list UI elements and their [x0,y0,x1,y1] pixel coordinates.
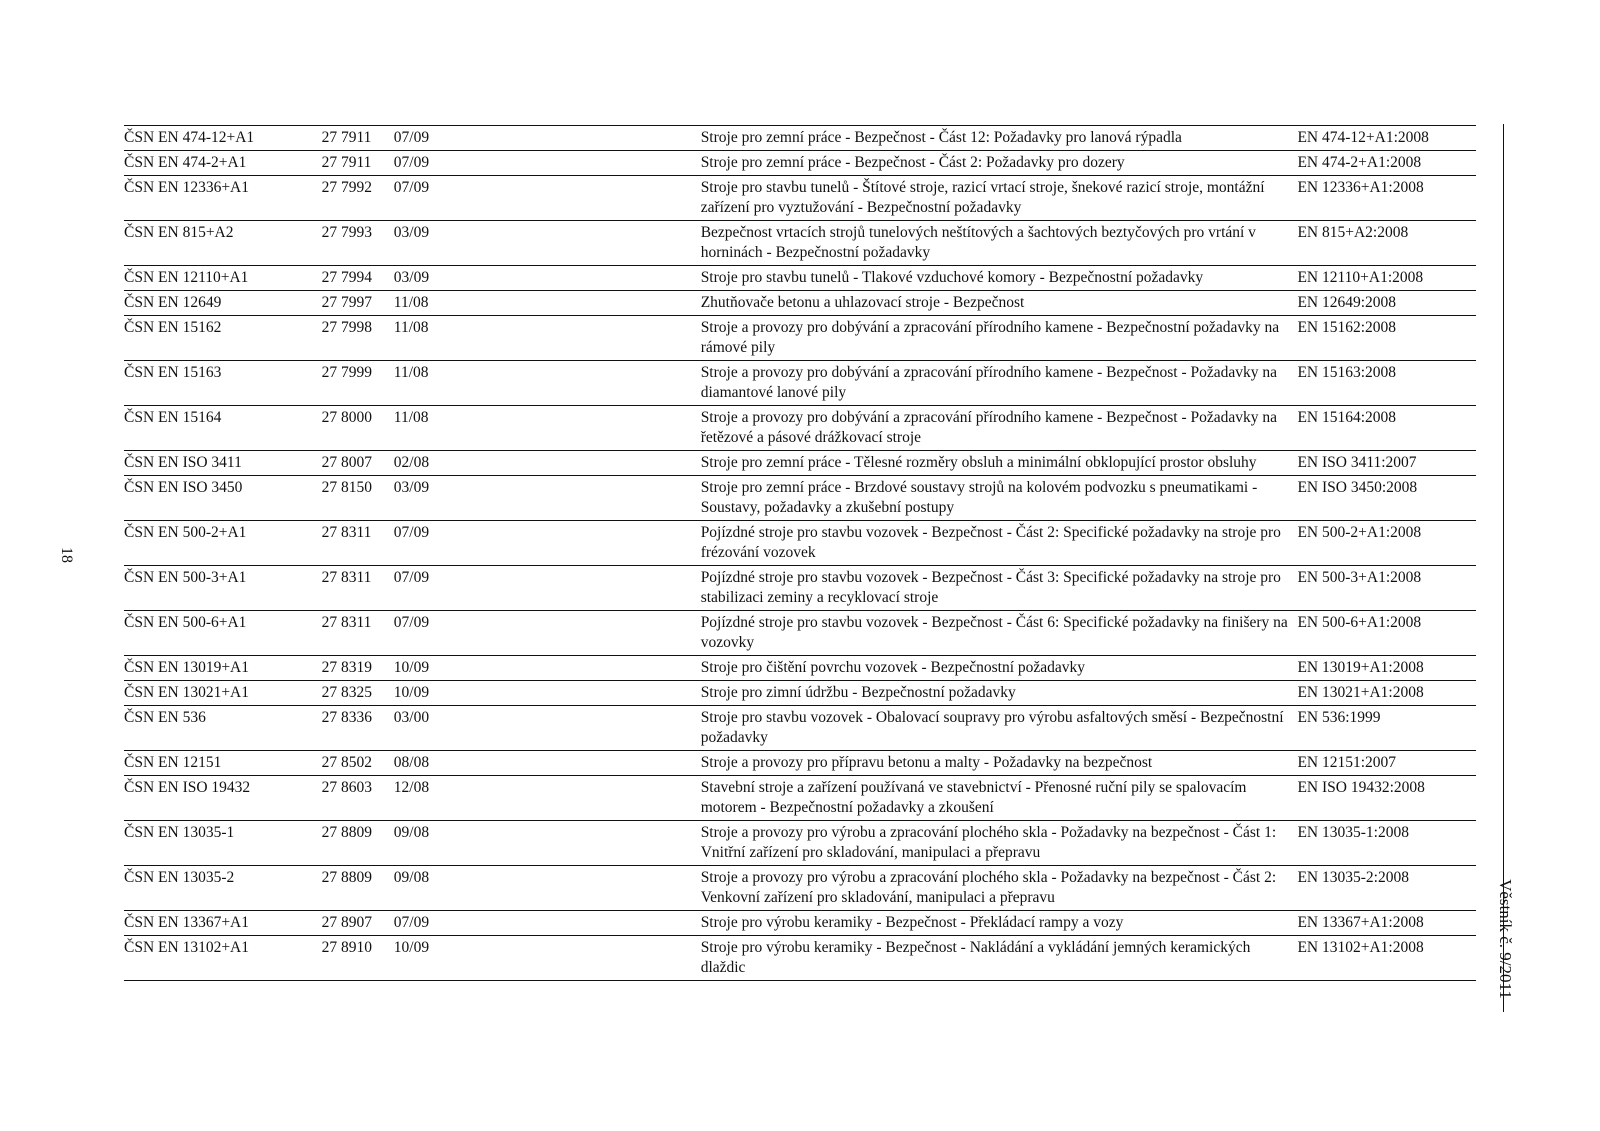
class-mark-cell: 27 8311 [322,566,394,611]
issue-date-cell: 07/09 [394,611,701,656]
standard-code-cell: ČSN EN 474-12+A1 [124,126,322,151]
en-reference-cell: EN 474-2+A1:2008 [1297,151,1476,176]
standard-code-cell: ČSN EN ISO 3411 [124,451,322,476]
standard-code-cell: ČSN EN 13019+A1 [124,656,322,681]
standards-table-body [124,126,1476,981]
class-mark-cell: 27 8319 [322,656,394,681]
class-mark-cell: 27 8311 [322,521,394,566]
issue-date-cell: 03/09 [394,266,701,291]
standard-code-cell: ČSN EN 12336+A1 [124,176,322,221]
class-mark-cell: 27 8809 [322,821,394,866]
en-reference-cell: EN ISO 3450:2008 [1297,476,1476,521]
issue-date-cell: 07/09 [394,566,701,611]
class-mark-cell: 27 7911 [322,126,394,151]
table-row [124,521,1476,566]
table-row [124,266,1476,291]
en-reference-cell: EN 15164:2008 [1297,406,1476,451]
issue-date-cell: 10/09 [394,656,701,681]
standard-code-cell: ČSN EN ISO 3450 [124,476,322,521]
issue-date-cell: 03/09 [394,476,701,521]
standard-title-cell: Stroje pro zimní údržbu - Bezpečnostní požadavky [701,681,1298,706]
table-row [124,821,1476,866]
class-mark-cell: 27 7997 [322,291,394,316]
page-number: 18 [58,547,75,563]
standard-code-cell: ČSN EN 13035-2 [124,866,322,911]
en-reference-cell: EN 12110+A1:2008 [1297,266,1476,291]
standard-title-cell: Bezpečnost vrtacích strojů tunelových neštítových a šachtových beztyčových pro vrtání v horninách - Bezpečnostní požadavky [701,221,1298,266]
en-reference-cell: EN 12649:2008 [1297,291,1476,316]
en-reference-cell: EN 12336+A1:2008 [1297,176,1476,221]
issue-date-cell: 07/09 [394,911,701,936]
en-reference-cell: EN 13367+A1:2008 [1297,911,1476,936]
class-mark-cell: 27 8150 [322,476,394,521]
table-row [124,316,1476,361]
standard-title-cell: Stroje a provozy pro výrobu a zpracování plochého skla - Požadavky na bezpečnost - Část 1: Vnitřní zařízení pro skladování, manipulaci a přepravu [701,821,1298,866]
table-row [124,406,1476,451]
issue-date-cell: 03/00 [394,706,701,751]
class-mark-cell: 27 8907 [322,911,394,936]
issue-date-cell: 07/09 [394,521,701,566]
standard-code-cell: ČSN EN 500-6+A1 [124,611,322,656]
class-mark-cell: 27 8311 [322,611,394,656]
class-mark-cell: 27 8603 [322,776,394,821]
class-mark-cell: 27 8910 [322,936,394,981]
en-reference-cell: EN 13035-2:2008 [1297,866,1476,911]
standard-code-cell: ČSN EN 500-3+A1 [124,566,322,611]
standard-title-cell: Stroje pro zemní práce - Tělesné rozměry obsluh a minimální obklopující prostor obsluhy [701,451,1298,476]
table-row [124,866,1476,911]
table-row [124,176,1476,221]
en-reference-cell: EN 12151:2007 [1297,751,1476,776]
class-mark-cell: 27 7993 [322,221,394,266]
table-row [124,221,1476,266]
standard-code-cell: ČSN EN 815+A2 [124,221,322,266]
en-reference-cell: EN 500-3+A1:2008 [1297,566,1476,611]
standard-title-cell: Pojízdné stroje pro stavbu vozovek - Bezpečnost - Část 2: Specifické požadavky na stroje pro frézování vozovek [701,521,1298,566]
en-reference-cell: EN 15162:2008 [1297,316,1476,361]
en-reference-cell: EN ISO 3411:2007 [1297,451,1476,476]
table-row [124,126,1476,151]
standard-title-cell: Stroje pro stavbu tunelů - Štítové stroje, razicí vrtací stroje, šnekové razicí stroje, montážní zařízení pro vyztužování - Bezpečnostní požadavky [701,176,1298,221]
standard-title-cell: Stroje pro zemní práce - Bezpečnost - Část 2: Požadavky pro dozery [701,151,1298,176]
en-reference-cell: EN ISO 19432:2008 [1297,776,1476,821]
standard-title-cell: Stroje a provozy pro dobývání a zpracování přírodního kamene - Bezpečnost - Požadavky na diamantové lanové pily [701,361,1298,406]
standard-title-cell: Stroje pro výrobu keramiky - Bezpečnost - Překládací rampy a vozy [701,911,1298,936]
standard-title-cell: Stroje a provozy pro výrobu a zpracování plochého skla - Požadavky na bezpečnost - Část 2: Venkovní zařízení pro skladování, manipulaci a přepravu [701,866,1298,911]
table-row [124,291,1476,316]
class-mark-cell: 27 8809 [322,866,394,911]
standard-title-cell: Stroje pro zemní práce - Bezpečnost - Část 12: Požadavky pro lanová rýpadla [701,126,1298,151]
standard-code-cell: ČSN EN 13102+A1 [124,936,322,981]
table-row [124,681,1476,706]
class-mark-cell: 27 8325 [322,681,394,706]
class-mark-cell: 27 8000 [322,406,394,451]
standard-title-cell: Stroje pro výrobu keramiky - Bezpečnost - Nakládání a vykládání jemných keramických dlaždic [701,936,1298,981]
issue-date-cell: 09/08 [394,821,701,866]
standard-title-cell: Stroje pro stavbu tunelů - Tlakové vzduchové komory - Bezpečnostní požadavky [701,266,1298,291]
issue-date-cell: 09/08 [394,866,701,911]
standard-code-cell: ČSN EN 13021+A1 [124,681,322,706]
standard-title-cell: Stroje pro stavbu vozovek - Obalovací soupravy pro výrobu asfaltových směsí - Bezpečnostní požadavky [701,706,1298,751]
standard-title-cell: Stroje a provozy pro dobývání a zpracování přírodního kamene - Bezpečnost - Požadavky na řetězové a pásové drážkovací stroje [701,406,1298,451]
standard-title-cell: Stroje pro čištění povrchu vozovek - Bezpečnostní požadavky [701,656,1298,681]
class-mark-cell: 27 8502 [322,751,394,776]
issue-date-cell: 07/09 [394,151,701,176]
issue-date-cell: 11/08 [394,316,701,361]
en-reference-cell: EN 474-12+A1:2008 [1297,126,1476,151]
class-mark-cell: 27 7998 [322,316,394,361]
issue-date-cell: 02/08 [394,451,701,476]
issue-date-cell: 11/08 [394,361,701,406]
en-reference-cell: EN 13021+A1:2008 [1297,681,1476,706]
class-mark-cell: 27 7911 [322,151,394,176]
table-row [124,566,1476,611]
standard-code-cell: ČSN EN 536 [124,706,322,751]
table-row [124,361,1476,406]
table-row [124,911,1476,936]
standard-title-cell: Pojízdné stroje pro stavbu vozovek - Bezpečnost - Část 6: Specifické požadavky na finišery na vozovky [701,611,1298,656]
issue-date-cell: 11/08 [394,406,701,451]
standard-title-cell: Stroje a provozy pro přípravu betonu a malty - Požadavky na bezpečnost [701,751,1298,776]
standard-code-cell: ČSN EN 15163 [124,361,322,406]
standard-title-cell: Zhutňovače betonu a uhlazovací stroje - Bezpečnost [701,291,1298,316]
class-mark-cell: 27 8007 [322,451,394,476]
en-reference-cell: EN 536:1999 [1297,706,1476,751]
standards-table [124,125,1476,981]
table-row [124,751,1476,776]
standard-title-cell: Stroje pro zemní práce - Brzdové soustavy strojů na kolovém podvozku s pneumatikami - Soustavy, požadavky a zkušební postupy [701,476,1298,521]
standard-title-cell: Stavební stroje a zařízení používaná ve stavebnictví - Přenosné ruční pily se spalovacím motorem - Bezpečnostní požadavky a zkoušení [701,776,1298,821]
issue-date-cell: 08/08 [394,751,701,776]
standard-title-cell: Pojízdné stroje pro stavbu vozovek - Bezpečnost - Část 3: Specifické požadavky na stroje pro stabilizaci zeminy a recyklovací stroje [701,566,1298,611]
en-reference-cell: EN 13035-1:2008 [1297,821,1476,866]
en-reference-cell: EN 13102+A1:2008 [1297,936,1476,981]
en-reference-cell: EN 500-6+A1:2008 [1297,611,1476,656]
table-row [124,776,1476,821]
issue-date-cell: 07/09 [394,126,701,151]
journal-title: Věstník č. 9/2011 [1496,879,1515,999]
en-reference-cell: EN 13019+A1:2008 [1297,656,1476,681]
table-row [124,151,1476,176]
issue-date-cell: 07/09 [394,176,701,221]
table-row [124,936,1476,981]
standard-code-cell: ČSN EN 12151 [124,751,322,776]
class-mark-cell: 27 7992 [322,176,394,221]
table-row [124,476,1476,521]
en-reference-cell: EN 15163:2008 [1297,361,1476,406]
standard-code-cell: ČSN EN 15162 [124,316,322,361]
standard-title-cell: Stroje a provozy pro dobývání a zpracování přírodního kamene - Bezpečnostní požadavky na rámové pily [701,316,1298,361]
standard-code-cell: ČSN EN 12649 [124,291,322,316]
standard-code-cell: ČSN EN ISO 19432 [124,776,322,821]
class-mark-cell: 27 7999 [322,361,394,406]
table-row [124,451,1476,476]
standard-code-cell: ČSN EN 12110+A1 [124,266,322,291]
standard-code-cell: ČSN EN 13035-1 [124,821,322,866]
issue-date-cell: 10/09 [394,936,701,981]
standard-code-cell: ČSN EN 15164 [124,406,322,451]
class-mark-cell: 27 7994 [322,266,394,291]
en-reference-cell: EN 815+A2:2008 [1297,221,1476,266]
issue-date-cell: 11/08 [394,291,701,316]
standard-code-cell: ČSN EN 500-2+A1 [124,521,322,566]
table-row [124,656,1476,681]
class-mark-cell: 27 8336 [322,706,394,751]
table-row [124,706,1476,751]
issue-date-cell: 10/09 [394,681,701,706]
standard-code-cell: ČSN EN 474-2+A1 [124,151,322,176]
issue-date-cell: 03/09 [394,221,701,266]
table-row [124,611,1476,656]
standard-code-cell: ČSN EN 13367+A1 [124,911,322,936]
issue-date-cell: 12/08 [394,776,701,821]
en-reference-cell: EN 500-2+A1:2008 [1297,521,1476,566]
